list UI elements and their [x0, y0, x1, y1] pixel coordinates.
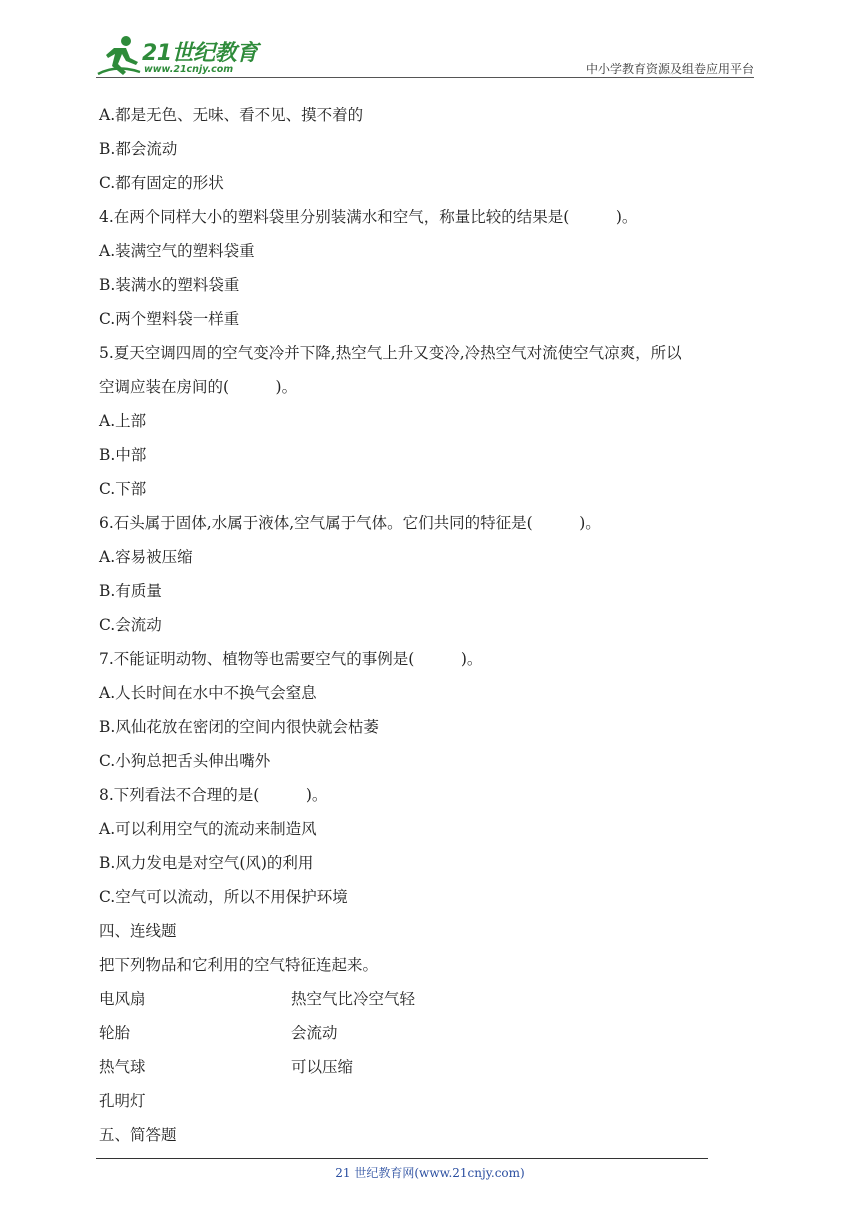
- match-item-left: 热气球: [99, 1058, 146, 1076]
- question-8: 8.下列看法不合理的是( )。: [99, 786, 328, 804]
- section-heading-5: 五、简答题: [99, 1126, 177, 1144]
- text-line: A.可以利用空气的流动来制造风: [99, 820, 317, 838]
- question-4: 4.在两个同样大小的塑料袋里分别装满水和空气，称量比较的结果是( )。: [99, 208, 638, 226]
- match-item-left: 电风扇: [99, 990, 146, 1008]
- matching-row: [99, 982, 779, 1016]
- match-item-right: 会流动: [291, 1024, 338, 1042]
- text-line: B.都会流动: [99, 140, 178, 158]
- text-line: A.上部: [99, 412, 147, 430]
- header-divider: [96, 77, 754, 78]
- text-line: A.人长时间在水中不换气会窒息: [99, 684, 317, 702]
- question-5: 5.夏天空调四周的空气变冷并下降,热空气上升又变冷,冷热空气对流使空气凉爽，所以: [99, 344, 682, 362]
- text-line: B.中部: [99, 446, 147, 464]
- brand-name: 21世纪教育: [142, 41, 258, 66]
- text-line: B.装满水的塑料袋重: [99, 276, 240, 294]
- question-6: 6.石头属于固体,水属于液体,空气属于气体。它们共同的特征是( )。: [99, 514, 601, 532]
- text-line: B.风力发电是对空气(风)的利用: [99, 854, 314, 872]
- text-line: A.都是无色、无味、看不见、摸不着的: [99, 106, 364, 124]
- matching-instruction: 把下列物品和它利用的空气特征连起来。: [99, 956, 379, 974]
- matching-row: [99, 1050, 779, 1084]
- text-line: B.风仙花放在密闭的空间内很快就会枯萎: [99, 718, 379, 736]
- site-logo: [96, 34, 266, 80]
- platform-tagline: 中小学教育资源及组卷应用平台: [585, 62, 754, 76]
- matching-row: [99, 1016, 779, 1050]
- text-line: C.空气可以流动，所以不用保护环境: [99, 888, 348, 906]
- text-line: A.装满空气的塑料袋重: [99, 242, 255, 260]
- text-line: B.有质量: [99, 582, 162, 600]
- match-item-right: 可以压缩: [291, 1058, 354, 1076]
- matching-row: [99, 1084, 779, 1118]
- section-heading-4: 四、连线题: [99, 922, 177, 940]
- text-line: C.两个塑料袋一样重: [99, 310, 240, 328]
- page-header: [0, 0, 860, 80]
- text-line: C.都有固定的形状: [99, 174, 224, 192]
- text-line: C.下部: [99, 480, 147, 498]
- footer-divider: [96, 1158, 708, 1159]
- text-line: C.小狗总把舌头伸出嘴外: [99, 752, 271, 770]
- text-line: A.容易被压缩: [99, 548, 193, 566]
- runner-logo-icon: [96, 34, 142, 78]
- match-item-left: 轮胎: [99, 1024, 131, 1042]
- match-item-right: 热空气比冷空气轻: [291, 990, 416, 1008]
- question-5-cont: 空调应装在房间的( )。: [99, 378, 298, 396]
- document-body: [99, 98, 779, 1152]
- text-line: C.会流动: [99, 616, 162, 634]
- brand-url: www.21cnjy.com: [144, 64, 234, 75]
- footer-text: 21 世纪教育网(www.21cnjy.com): [335, 1166, 525, 1180]
- match-item-left: 孔明灯: [99, 1092, 146, 1110]
- question-7: 7.不能证明动物、植物等也需要空气的事例是( )。: [99, 650, 483, 668]
